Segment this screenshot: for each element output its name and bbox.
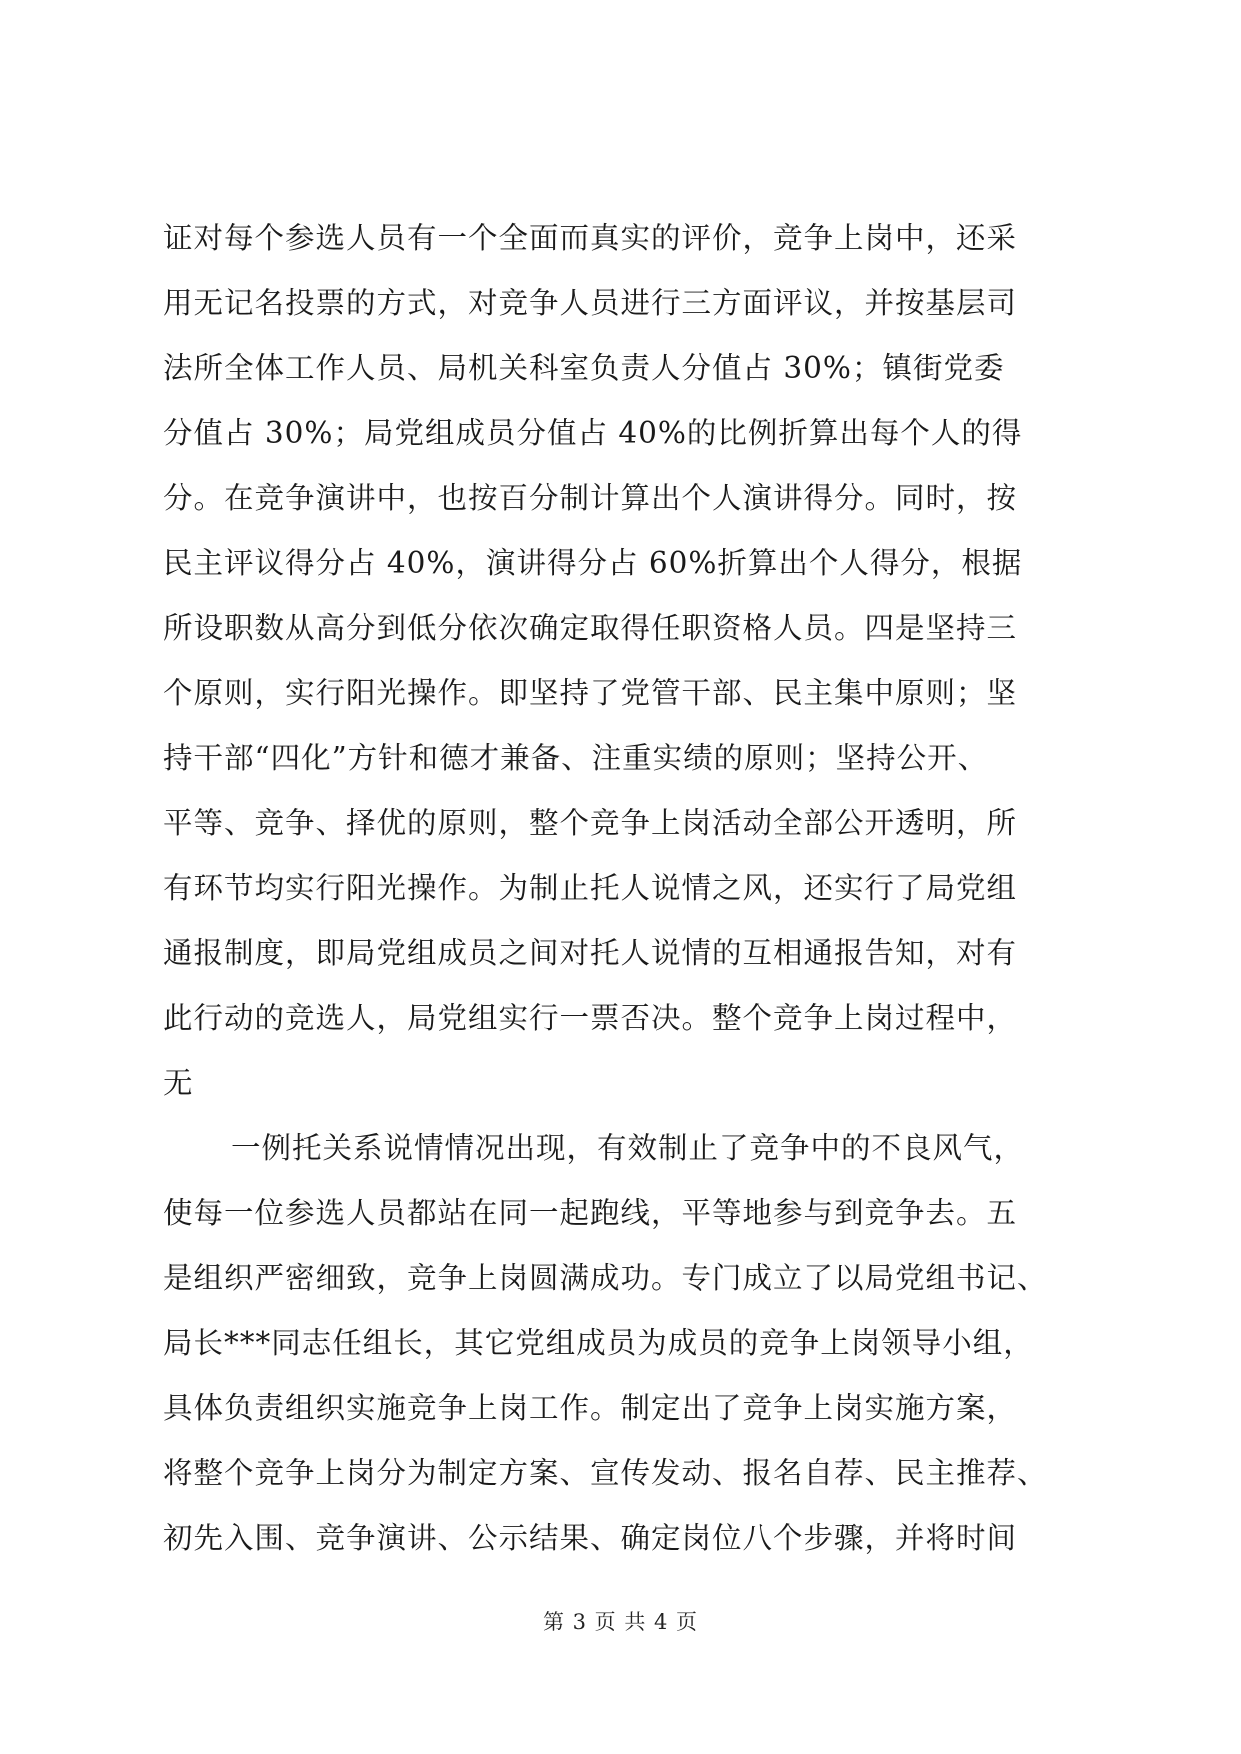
text-line: 个原则，实行阳光操作。即坚持了党管干部、民主集中原则；坚 (163, 676, 1018, 710)
text-line: 持干部“四化”方针和德才兼备、注重实绩的原则；坚持公开、 (163, 741, 989, 775)
text-line: 使每一位参选人员都站在同一起跑线，平等地参与到竞争去。五 (163, 1196, 1018, 1230)
text-line: 具体负责组织实施竞争上岗工作。制定出了竞争上岗实施方案， (163, 1391, 1018, 1425)
text-line: 用无记名投票的方式，对竞争人员进行三方面评议，并按基层司 (163, 286, 1018, 320)
text-line: 民主评议得分占 40%，演讲得分占 60%折算出个人得分，根据 (163, 546, 1023, 580)
text-line: 证对每个参选人员有一个全面而真实的评价，竞争上岗中，还采 (163, 221, 1018, 255)
text-line: 分。在竞争演讲中，也按百分制计算出个人演讲得分。同时，按 (163, 481, 1018, 515)
text-line: 平等、竞争、择优的原则，整个竞争上岗活动全部公开透明，所 (163, 806, 1018, 840)
text-line: 无 (163, 1066, 194, 1100)
text-line: 所设职数从高分到低分依次确定取得任职资格人员。四是坚持三 (163, 611, 1018, 645)
text-line: 分值占 30%；局党组成员分值占 40%的比例折算出每个人的得 (163, 416, 1023, 450)
paragraph-first-line: 一例托关系说情情况出现，有效制止了竞争中的不良风气， (231, 1131, 1025, 1165)
page-number-footer: 第 3 页 共 4 页 (542, 1610, 699, 1634)
text-line: 有环节均实行阳光操作。为制止托人说情之风，还实行了局党组 (163, 871, 1018, 905)
text-line: 是组织严密细致，竞争上岗圆满成功。专门成立了以局党组书记、 (163, 1261, 1048, 1295)
text-line: 初先入围、竞争演讲、公示结果、确定岗位八个步骤，并将时间 (163, 1521, 1018, 1555)
text-line: 局长***同志任组长，其它党组成员为成员的竞争上岗领导小组， (163, 1326, 1034, 1360)
body-text (163, 206, 1083, 1571)
text-line: 通报制度，即局党组成员之间对托人说情的互相通报告知，对有 (163, 936, 1018, 970)
text-line: 此行动的竞选人，局党组实行一票否决。整个竞争上岗过程中， (163, 1001, 1018, 1035)
text-line: 将整个竞争上岗分为制定方案、宣传发动、报名自荐、民主推荐、 (163, 1456, 1048, 1490)
text-line: 法所全体工作人员、局机关科室负责人分值占 30%；镇街党委 (163, 351, 1005, 385)
